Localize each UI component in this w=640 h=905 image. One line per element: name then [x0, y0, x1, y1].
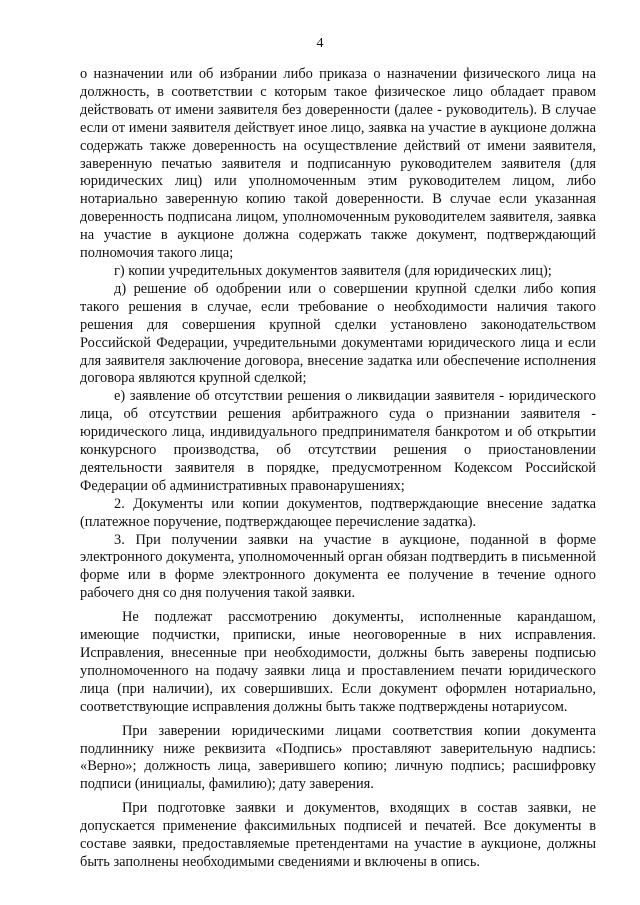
paragraph-facsimile: При подготовке заявки и документов, входящих в состав заявки, не допускается применение факсимильных подписей и печатей. Все документы в составе заявки, предоставляемые претендентами на участие в аукционе, должны быть заполнены необходимыми сведениями и включены в опись.: [80, 800, 596, 870]
paragraph-section-3: 3. При получении заявки на участие в аукционе, поданной в форме электронного документа, уполномоченный орган обязан подтвердить в письменной форме или в форме электронного документа ее получение в течение одного рабочего дня со дня получения такой заявки.: [80, 531, 596, 602]
document-body: [80, 66, 596, 872]
paragraph-corrections: Не подлежат рассмотрению документы, исполненные карандашом, имеющие подчистки, приписки, иные неоговоренные в них исправления. Исправления, внесенные при необходимости, должны быть заверены подписью уполномоченного на подачу заявки лица и проставлением печати юридического лица (при наличии), их совершивших. Если документ оформлен нотариально, соответствующие исправления должны быть также подтверждены нотариусом.: [80, 609, 596, 715]
paragraph-section-2: 2. Документы или копии документов, подтверждающие внесение задатка (платежное поручение, подтверждающее перечисление задатка).: [80, 495, 596, 530]
page-number: 4: [316, 36, 324, 51]
paragraph-item-e: е) заявление об отсутствии решения о ликвидации заявителя - юридического лица, об отсутствии решения арбитражного суда о признании заявителя - юридического лица, индивидуального предпринимателя банкротом и об открытии конкурсного производства, об отсутствии решения о приостановлении деятельности заявителя в порядке, предусмотренном Кодексом Российской Федерации об административных правонарушениях;: [80, 388, 596, 494]
paragraph-item-d: д) решение об одобрении или о совершении крупной сделки либо копия такого решения в случае, если требование о необходимости наличия такого решения для совершения крупной сделки установлено законодательством Российской Федерации, учредительными документами юридического лица и если для заявителя заключение договора, внесение задатка или обеспечение исполнения договора являются крупной сделкой;: [80, 280, 596, 387]
paragraph-item-g: г) копии учредительных документов заявителя (для юридических лиц);: [114, 262, 552, 279]
paragraph-certification: При заверении юридическими лицами соответствия копии документа подлиннику ниже реквизита «Подпись» проставляют заверительную надпись: «Верно»; должность лица, заверившего копию; личную подпись; расшифровку подписи (инициалы, фамилию); дату заверения.: [80, 722, 596, 793]
paragraph-applicant-authority: о назначении или об избрании либо приказа о назначении физического лица на должность, в соответствии с которым такое физическое лицо обладает правом действовать от имени заявителя без доверенности (далее - руководитель). В случае если от имени заявителя действует иное лицо, заявка на участие в аукционе должна содержать также доверенность на осуществление действий от имени заявителя, заверенную печатью заявителя и подписанную руководителем заявителя (для юридических лиц) или уполномоченным этим руководителем лицом, либо нотариально заверенную копию такой доверенности. В случае если указанная доверенность подписана лицом, уполномоченным руководителем заявителя, заявка на участие в аукционе должна содержать также документ, подтверждающий полномочия такого лица;: [80, 66, 596, 262]
